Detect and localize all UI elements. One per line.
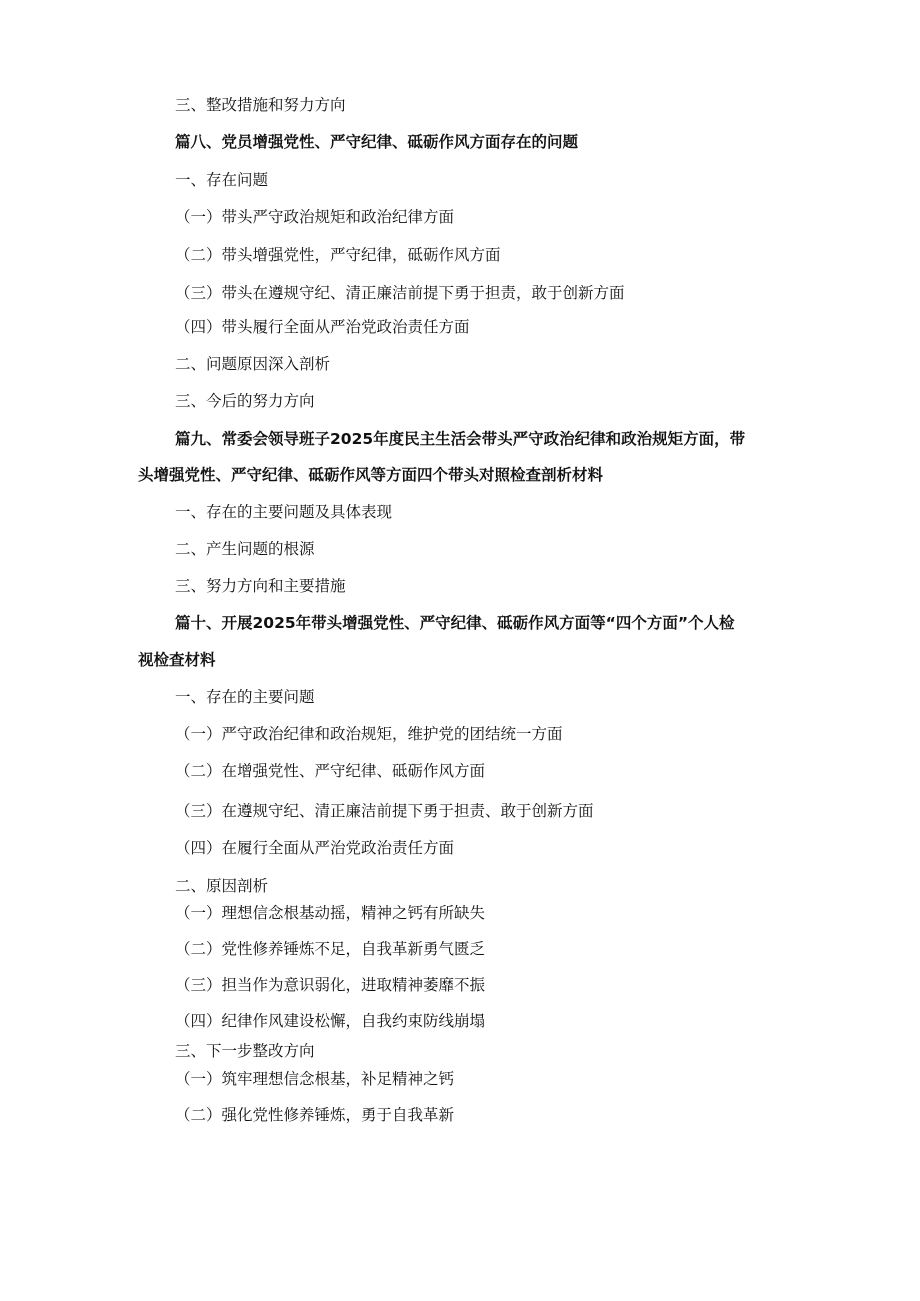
- section-heading: 一、存在的主要问题: [175, 688, 315, 706]
- section-heading: 二、原因剖析: [175, 877, 269, 895]
- subsection-item: （四）带头履行全面从严治党政治责任方面: [175, 318, 470, 336]
- chapter-title-continued: 头增强党性、严守纪律、砥砺作风等方面四个带头对照检查剖析材料: [138, 466, 604, 484]
- subsection-item: （二）党性修养锤炼不足，自我革新勇气匮乏: [175, 940, 486, 958]
- subsection-item: （一）筑牢理想信念根基，补足精神之钙: [175, 1070, 455, 1088]
- section-heading: 二、产生问题的根源: [175, 540, 315, 558]
- subsection-item: （一）理想信念根基动摇，精神之钙有所缺失: [175, 904, 486, 922]
- subsection-item: （三）带头在遵规守纪、清正廉洁前提下勇于担责，敢于创新方面: [175, 284, 625, 302]
- section-heading: 一、存在的主要问题及具体表现: [175, 503, 393, 521]
- subsection-item: （四）纪律作风建设松懈，自我约束防线崩塌: [175, 1012, 486, 1030]
- section-heading: 三、今后的努力方向: [175, 392, 315, 410]
- subsection-item: （一）带头严守政治规矩和政治纪律方面: [175, 208, 455, 226]
- chapter-title: 篇九、常委会领导班子2025年度民主生活会带头严守政治纪律和政治规矩方面，带: [175, 430, 746, 448]
- subsection-item: （一）严守政治纪律和政治规矩，维护党的团结统一方面: [175, 725, 563, 743]
- subsection-item: （二）在增强党性、严守纪律、砥砺作风方面: [175, 762, 486, 780]
- section-heading: 一、存在问题: [175, 171, 269, 189]
- subsection-item: （二）带头增强党性，严守纪律，砥砺作风方面: [175, 246, 501, 264]
- chapter-title-continued: 视检查材料: [138, 651, 216, 669]
- section-heading: 三、整改措施和努力方向: [175, 96, 346, 114]
- subsection-item: （二）强化党性修养锤炼，勇于自我革新: [175, 1106, 455, 1124]
- subsection-item: （三）担当作为意识弱化，进取精神萎靡不振: [175, 976, 486, 994]
- section-heading: 三、努力方向和主要措施: [175, 577, 346, 595]
- chapter-title: 篇十、开展2025年带头增强党性、严守纪律、砥砺作风方面等“四个方面”个人检: [175, 614, 735, 632]
- chapter-title: 篇八、党员增强党性、严守纪律、砥砺作风方面存在的问题: [175, 133, 579, 151]
- subsection-item: （四）在履行全面从严治党政治责任方面: [175, 839, 455, 857]
- section-heading: 三、下一步整改方向: [175, 1042, 315, 1060]
- subsection-item: （三）在遵规守纪、清正廉洁前提下勇于担责、敢于创新方面: [175, 802, 594, 820]
- section-heading: 二、问题原因深入剖析: [175, 355, 331, 373]
